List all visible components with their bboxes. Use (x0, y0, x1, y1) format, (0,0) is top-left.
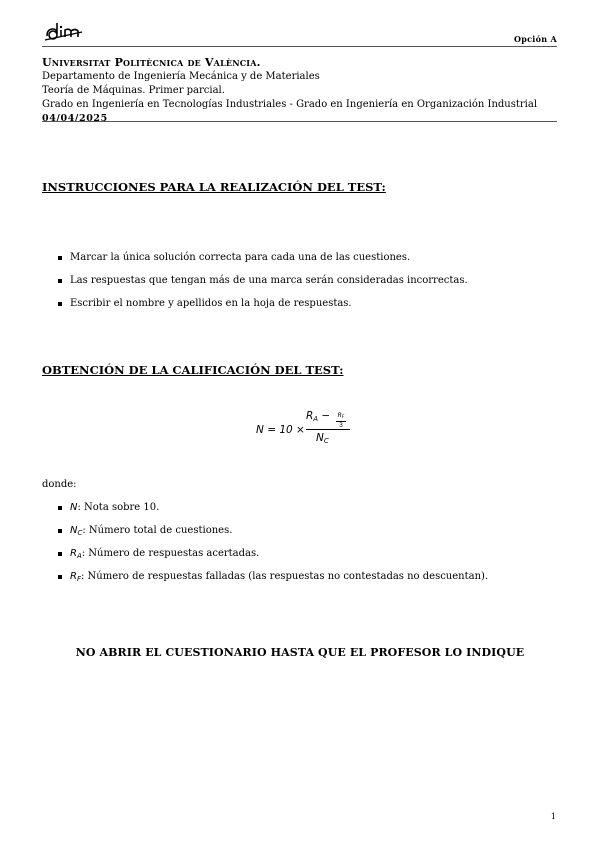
fraction-bar (306, 429, 350, 430)
list-item: $R_A$: Número de respuestas acertadas. (58, 547, 488, 570)
list-item: N: Nota sobre 10. (58, 501, 488, 524)
header-bottom-rule (42, 121, 557, 122)
exam-date: 04/04/2025 (42, 113, 108, 124)
option-label: Opción A (513, 34, 557, 44)
document-header (42, 56, 537, 126)
page-number: 1 (550, 812, 556, 821)
list-item: Las respuestas que tengan más de una marca serán consideradas incorrectas. (58, 274, 468, 297)
formula-denominator: $N_C$ (316, 432, 329, 445)
closing-notice: NO ABRIR EL CUESTIONARIO HASTA QUE EL PROFESOR LO INDIQUE (75, 646, 525, 659)
definitions-list (58, 501, 488, 593)
instructions-list (58, 251, 468, 320)
list-item: $N_C$: Número total de cuestiones. (58, 524, 488, 547)
university-name: Universitat Politècnica de València. (42, 56, 261, 69)
header-top-rule (42, 46, 557, 47)
department-name: Departamento de Ingeniería Mecánica y de Materiales (42, 71, 320, 82)
course-name: Teoría de Máquinas. Primer parcial. (42, 85, 225, 96)
grading-title: OBTENCIÓN DE LA CALIFICACIÓN DEL TEST: (42, 363, 344, 377)
formula-small-fraction: $R_F$ 3 (337, 412, 345, 429)
list-item: Marcar la única solución correcta para cada una de las cuestiones. (58, 251, 468, 274)
instructions-title: INSTRUCCIONES PARA LA REALIZACIÓN DEL TEST: (42, 180, 386, 194)
where-label: donde: (42, 479, 77, 490)
degrees-line: Grado en Ingeniería en Tecnologías Industriales - Grado en Ingeniería en Organización Industrial (42, 99, 538, 110)
formula-numerator: $R_A$ − (306, 410, 331, 423)
dim-logo (44, 20, 84, 42)
list-item: Escribir el nombre y apellidos en la hoja de respuestas. (58, 297, 468, 320)
list-item: $R_F$: Número de respuestas falladas (las respuestas no contestadas no descuentan). (58, 570, 488, 593)
formula-lhs: N = 10 × (256, 424, 305, 436)
